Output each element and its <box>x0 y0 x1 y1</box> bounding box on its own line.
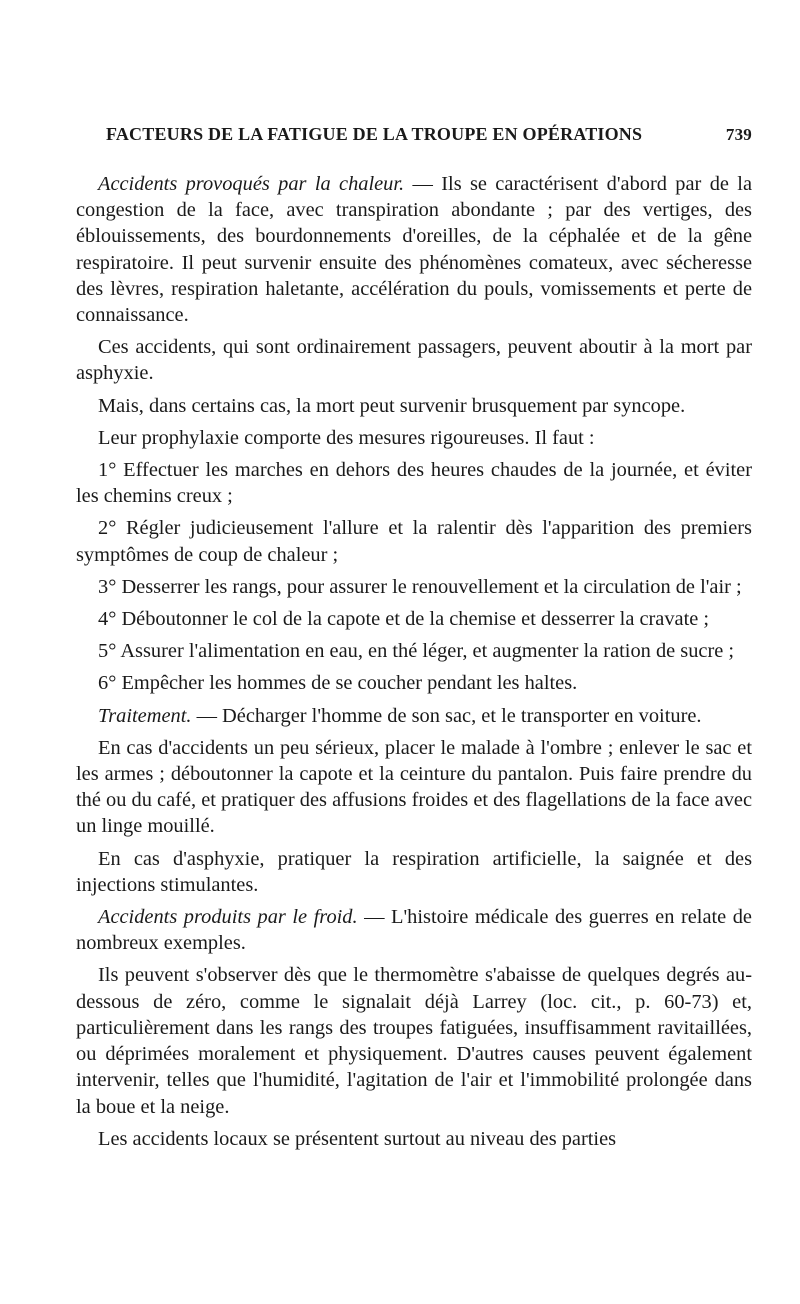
paragraph-text: Ces accidents, qui sont ordinairement passagers, peuvent aboutir à la mort par asphyxie. <box>76 336 752 385</box>
paragraph <box>76 846 752 898</box>
list-item <box>76 606 752 632</box>
paragraph-text: 1° Effectuer les marches en dehors des heures chaudes de la journée, et éviter les chemins creux ; <box>76 459 752 508</box>
section-lead: Traitement. <box>98 704 192 727</box>
list-item <box>76 638 752 664</box>
paragraph <box>76 334 752 386</box>
paragraph-text: — L'histoire médicale des guerres en relate de nombreux exemples. <box>76 906 752 955</box>
paragraph <box>76 904 752 956</box>
paragraph-text: Les accidents locaux se présentent surtout au niveau des parties <box>98 1127 617 1150</box>
list-item <box>76 457 752 509</box>
paragraph-text: 3° Desserrer les rangs, pour assurer le renouvellement et la circulation de l'air ; <box>98 575 742 598</box>
running-header <box>106 124 752 145</box>
paragraph-text: — Décharger l'homme de son sac, et le transporter en voiture. <box>191 704 702 727</box>
body-text <box>76 171 752 1152</box>
page-number: 739 <box>725 125 752 144</box>
paragraph-text: En cas d'asphyxie, pratiquer la respiration artificielle, la saignée et des injections stimulantes. <box>76 847 752 896</box>
paragraph <box>76 425 752 451</box>
list-item <box>76 515 752 567</box>
paragraph <box>76 735 752 840</box>
paragraph-text: 5° Assurer l'alimentation en eau, en thé léger, et augmenter la ration de sucre ; <box>98 640 735 663</box>
paragraph-text: Mais, dans certains cas, la mort peut survenir brusquement par syncope. <box>98 394 686 417</box>
paragraph-text: 2° Régler judicieusement l'allure et la ralentir dès l'apparition des premiers symptômes de coup de chaleur ; <box>76 517 752 566</box>
paragraph-text: En cas d'accidents un peu sérieux, placer le malade à l'ombre ; enlever le sac et les armes ; déboutonner la capote et la ceinture du pantalon. Puis faire prendre du thé ou du café, et pratiquer des affusions froides et des flagellations de la face avec un linge mouillé. <box>76 736 752 838</box>
paragraph-text: 6° Empêcher les hommes de se coucher pendant les haltes. <box>98 672 578 695</box>
paragraph <box>76 171 752 328</box>
paragraph-text: — Ils se caractérisent d'abord par de la congestion de la face, avec transpiration abondante ; par des vertiges, des éblouissements, des bourdonnements d'oreilles, de la céphalée et de la gêne respiratoire. Il peut survenir ensuite des phénomènes comateux, avec sécheresse des lèvres, respiration haletante, accélération du pouls, vomissements et perte de connaissance. <box>76 173 752 327</box>
section-lead: Accidents produits par le froid. <box>98 906 358 929</box>
paragraph-text: Leur prophylaxie comporte des mesures rigoureuses. Il faut : <box>98 426 595 449</box>
book-page <box>76 124 752 1158</box>
list-item <box>76 670 752 696</box>
running-title: FACTEURS DE LA FATIGUE DE LA TROUPE EN OPÉRATIONS <box>106 124 643 144</box>
paragraph <box>76 393 752 419</box>
paragraph <box>76 703 752 729</box>
paragraph-text: 4° Déboutonner le col de la capote et de la chemise et desserrer la cravate ; <box>98 608 710 631</box>
list-item <box>76 574 752 600</box>
section-lead: Accidents provoqués par la chaleur. <box>98 173 405 195</box>
paragraph <box>76 1126 752 1152</box>
paragraph-text: Ils peuvent s'observer dès que le thermomètre s'abaisse de quelques degrés au-dessous de zéro, comme le signalait déjà Larrey (loc. cit., p. 60-73) et, particulièrement dans les rangs des troupes fatiguées, insuffisamment ravitaillées, ou déprimées moralement et physiquement. D'autres causes peuvent également intervenir, telles que l'humidité, l'agitation de l'air et l'immobilité prolongée dans la boue et la neige. <box>76 964 752 1118</box>
paragraph <box>76 962 752 1119</box>
